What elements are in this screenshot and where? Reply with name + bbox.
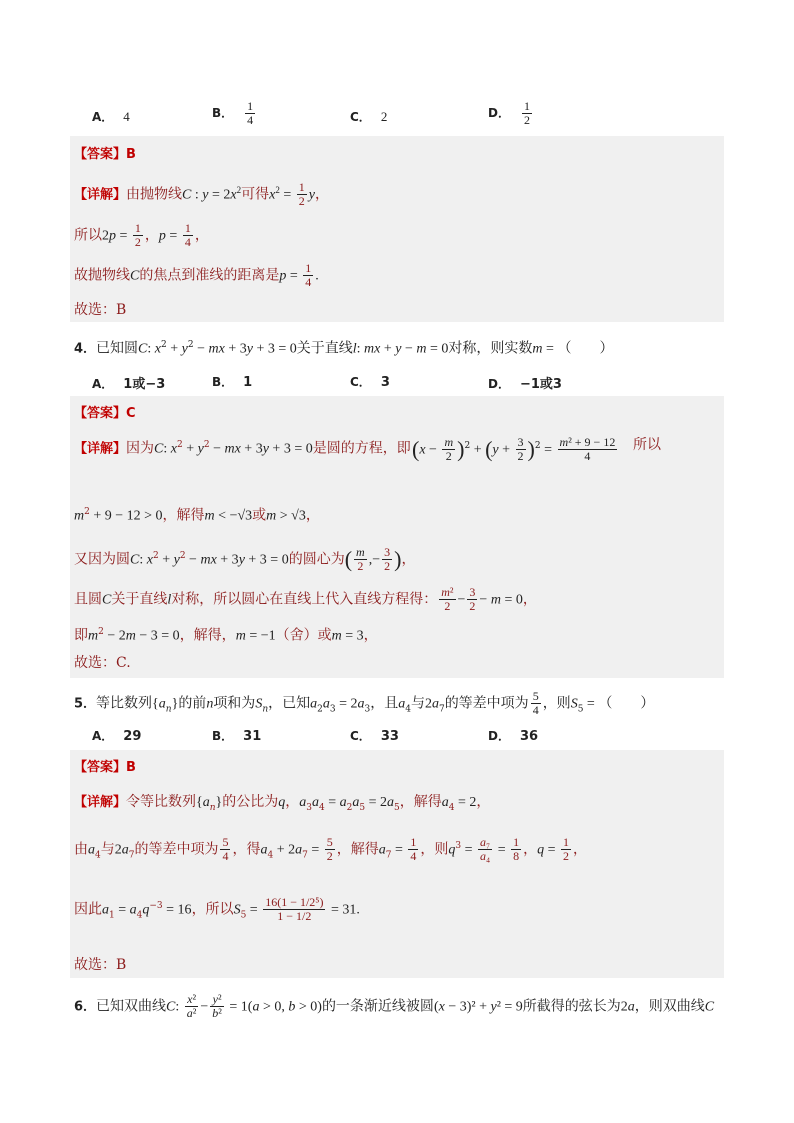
q4-detail-line3: 又因为圆C: $x^2 + y^2$ − mx + 3y + 3 = 0的圆心为( $\frac{m}{2}$ ,− $\frac{3}{2}$ )， [74, 545, 416, 573]
q4-option-d[interactable]: D． −1或3 [488, 377, 562, 392]
q4-detail-line2: $m^2 + 9 - 12 > 0$，解得m < −√3或m > √3， [74, 507, 320, 524]
q5-option-c[interactable]: C． 33 [350, 729, 399, 744]
q4-so-label: 所以 [633, 437, 661, 453]
q3-choose: 故选：B [74, 302, 127, 318]
q5-option-d[interactable]: D． 36 [488, 729, 539, 744]
q3-detail-line2: 所以2p = $\frac{1}{2}$ ，p = $\frac{1}{4}$ ， [74, 221, 209, 249]
q3-option-c[interactable]: C． 2 [350, 109, 388, 124]
q4-detail-line1: 【详解】因为C: $x^2 + y^2$ − mx + 3y + 3 = 0是圆的方程，即 [74, 440, 411, 457]
q5-detail-line2: 由$a_4$与$2a_7$的等差中项为 $\frac{5}{4}$ ，得$a_4 + 2a_7$ = $\frac{5}{2}$ ，解得$a_7$ = $\frac{1}{4}$ ，则$q^3$ = $\frac{\text{a₇}}{\text{a₄}}$ = $\frac{1}{8}$ ，q = $\frac{1}{2}$ ， [74, 835, 588, 863]
q4-detail-line4: 且圆C关于直线l对称，所以圆心在直线上代入直线方程得： $\frac{\text{m²}}{2}$ − $\frac{3}{2}$ − m = 0， [74, 585, 537, 613]
q3-detail-line3: 故抛物线C的焦点到准线的距离是p = $\frac{1}{4}$ . [74, 261, 319, 289]
q5-option-a[interactable]: A． 29 [92, 729, 142, 744]
q4-answer: 【答案】C [74, 406, 136, 421]
q5-answer: 【答案】B [74, 760, 136, 775]
q4-circle-standard-form: (x − $\frac{m}{2}$ )$^2$ + (y + $\frac{3}{2}$ )$^2$ = $\frac{\text{m² + 9 − 12}}{4}$ [412, 435, 616, 463]
q5-choose: 故选：B [74, 957, 127, 973]
q6-stem: 6．已知双曲线C: $\frac{\text{x²}}{\text{a²}}$ − $\frac{\text{y²}}{\text{b²}}$ = 1(a > 0, b > 0)的一条渐近线被圆(x − 3)² + y² = 9所截得的弦长为2a，则双曲线C [74, 992, 715, 1020]
q4-detail-line5: 即$m^2 - 2m - 3 = 0$，解得，m = −1（舍）或m = 3， [74, 627, 378, 644]
q5-detail-line1: 【详解】令等比数列$\{a_n\}$的公比为q，$a_3a_4 = a_2a_5 = 2a_5$，解得$a_4 = 2$， [74, 794, 491, 813]
q5-option-b[interactable]: B． 31 [212, 729, 262, 744]
q3-option-d[interactable]: D． $\frac{1}{2}$ [488, 99, 530, 127]
q5-detail-line3: 因此$a_1 = a_4q^{-3} = 16$，所以$S_5$ = $\frac{\text{16(1 − 1/2⁵)}}{1 - 1/2}$ = 31. [74, 895, 360, 923]
q4-option-b[interactable]: B． 1 [212, 375, 253, 390]
q3-option-a[interactable]: A． 4 [92, 109, 130, 124]
q4-option-c[interactable]: C． 3 [350, 375, 390, 390]
q4-choose: 故选：C. [74, 655, 131, 671]
q3-answer: 【答案】B [74, 147, 136, 162]
q3-detail-line1: 【详解】由抛物线C : $y = 2x^2$可得$x^2$ = $\frac{1}{2}$ y， [74, 180, 329, 209]
q4-stem: 4．已知圆C: $x^2 + y^2$ − mx + 3y + 3 = 0关于直线l: mx + y − m = 0对称，则实数m = （ ） [74, 340, 614, 357]
q4-option-a[interactable]: A． 1或−3 [92, 377, 166, 392]
q3-option-b[interactable]: B． $\frac{1}{4}$ [212, 99, 254, 127]
q5-stem: 5．等比数列$\{a_n\}$的前n项和为$S_n$，已知$a_2a_3 = 2a_3$，且$a_4$与$2a_7$的等差中项为 $\frac{5}{4}$ ，则$S_5$ = （ ） [74, 689, 655, 717]
